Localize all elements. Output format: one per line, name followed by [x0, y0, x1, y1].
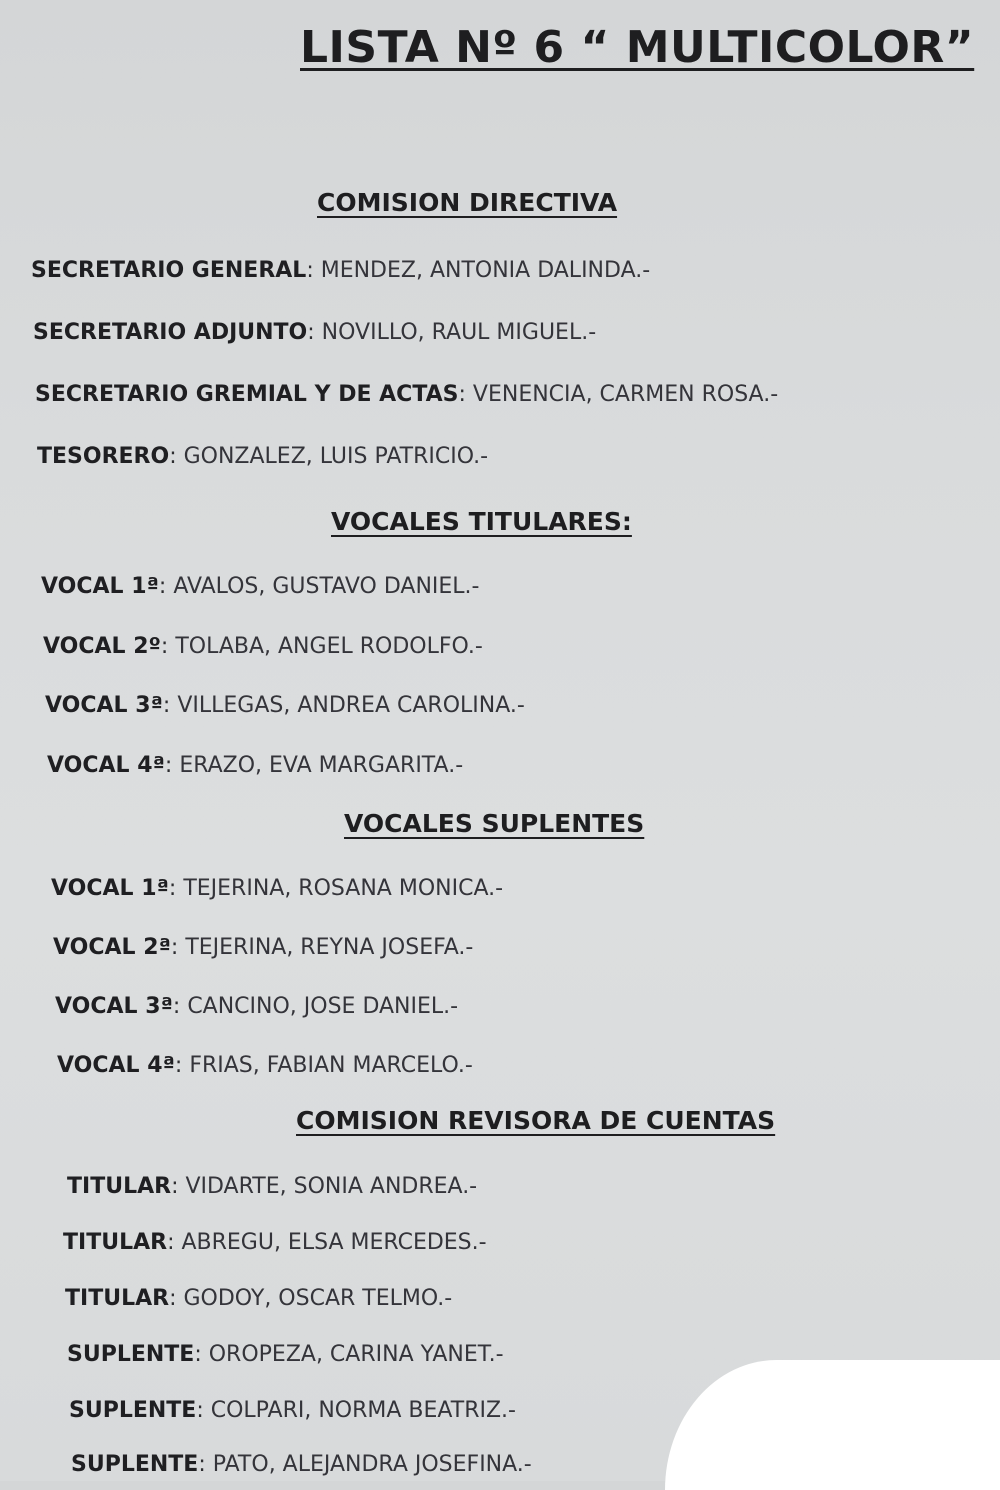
member-name: VENENCIA, CARMEN ROSA.- — [472, 382, 779, 407]
separator: : — [458, 382, 473, 407]
separator: : — [169, 1286, 184, 1311]
member-name: TOLABA, ANGEL RODOLFO.- — [175, 634, 483, 659]
separator: : — [196, 1398, 211, 1423]
role-label: VOCAL 2ª — [53, 935, 171, 960]
member-name: VILLEGAS, ANDREA CAROLINA.- — [177, 693, 525, 718]
role-label: VOCAL 2º — [43, 634, 161, 659]
section-heading-comision-revisora: COMISION REVISORA DE CUENTAS — [296, 1106, 776, 1135]
member-name: GODOY, OSCAR TELMO.- — [183, 1286, 453, 1311]
list-item — [67, 1174, 477, 1199]
member-name: COLPARI, NORMA BEATRIZ.- — [210, 1398, 516, 1423]
separator: : — [306, 258, 321, 283]
separator: : — [160, 634, 176, 659]
role-label: VOCAL 4ª — [57, 1053, 175, 1078]
role-label: VOCAL 3ª — [45, 693, 163, 718]
role-label: VOCAL 1ª — [41, 574, 159, 599]
member-name: ERAZO, EVA MARGARITA.- — [179, 753, 464, 778]
role-label: TITULAR — [67, 1174, 172, 1199]
member-name: GONZALEZ, LUIS PATRICIO.- — [183, 444, 489, 469]
separator: : — [170, 935, 186, 960]
member-name: VIDARTE, SONIA ANDREA.- — [185, 1174, 478, 1199]
role-label: TITULAR — [65, 1286, 170, 1311]
separator: : — [307, 320, 322, 345]
separator: : — [198, 1452, 213, 1477]
role-label: SECRETARIO GENERAL — [31, 258, 307, 283]
list-item — [65, 1286, 452, 1311]
paper-corner-overlay — [665, 1360, 1000, 1490]
role-label: TESORERO — [37, 444, 170, 469]
role-label: TITULAR — [63, 1230, 168, 1255]
list-item — [63, 1230, 487, 1255]
list-item — [31, 258, 650, 283]
list-item — [57, 1053, 473, 1078]
list-item — [35, 382, 778, 407]
list-item — [37, 444, 488, 469]
separator: : — [171, 1174, 186, 1199]
list-item — [55, 994, 458, 1019]
list-item — [67, 1342, 504, 1367]
separator: : — [162, 693, 178, 718]
member-name: TEJERINA, REYNA JOSEFA.- — [185, 935, 474, 960]
section-heading-vocales-titulares: VOCALES TITULARES: — [331, 507, 632, 536]
list-item — [69, 1398, 516, 1423]
role-label: SECRETARIO GREMIAL Y DE ACTAS — [35, 382, 459, 407]
list-item — [53, 935, 473, 960]
separator: : — [174, 1053, 190, 1078]
separator: : — [167, 1230, 182, 1255]
member-name: ABREGU, ELSA MERCEDES.- — [181, 1230, 487, 1255]
separator: : — [169, 444, 184, 469]
role-label: SECRETARIO ADJUNTO — [33, 320, 308, 345]
list-item — [51, 876, 503, 901]
separator: : — [168, 876, 184, 901]
separator: : — [172, 994, 188, 1019]
member-name: AVALOS, GUSTAVO DANIEL.- — [173, 574, 480, 599]
role-label: SUPLENTE — [71, 1452, 199, 1477]
list-item — [45, 693, 525, 718]
list-item — [41, 574, 480, 599]
member-name: CANCINO, JOSE DANIEL.- — [187, 994, 459, 1019]
member-name: OROPEZA, CARINA YANET.- — [208, 1342, 504, 1367]
section-heading-vocales-suplentes: VOCALES SUPLENTES — [344, 809, 645, 838]
list-item — [71, 1452, 532, 1477]
list-item — [47, 753, 463, 778]
member-name: TEJERINA, ROSANA MONICA.- — [183, 876, 504, 901]
role-label: SUPLENTE — [67, 1342, 195, 1367]
separator: : — [158, 574, 174, 599]
section-heading-comision-directiva: COMISION DIRECTIVA — [317, 188, 618, 217]
member-name: MENDEZ, ANTONIA DALINDA.- — [320, 258, 651, 283]
list-item — [43, 634, 483, 659]
list-item — [33, 320, 596, 345]
role-label: VOCAL 1ª — [51, 876, 169, 901]
member-name: NOVILLO, RAUL MIGUEL.- — [321, 320, 597, 345]
page-title: LISTA Nº 6 “ MULTICOLOR” — [300, 22, 975, 73]
member-name: PATO, ALEJANDRA JOSEFINA.- — [212, 1452, 532, 1477]
member-name: FRIAS, FABIAN MARCELO.- — [189, 1053, 473, 1078]
role-label: SUPLENTE — [69, 1398, 197, 1423]
separator: : — [164, 753, 180, 778]
separator: : — [194, 1342, 209, 1367]
role-label: VOCAL 3ª — [55, 994, 173, 1019]
role-label: VOCAL 4ª — [47, 753, 165, 778]
